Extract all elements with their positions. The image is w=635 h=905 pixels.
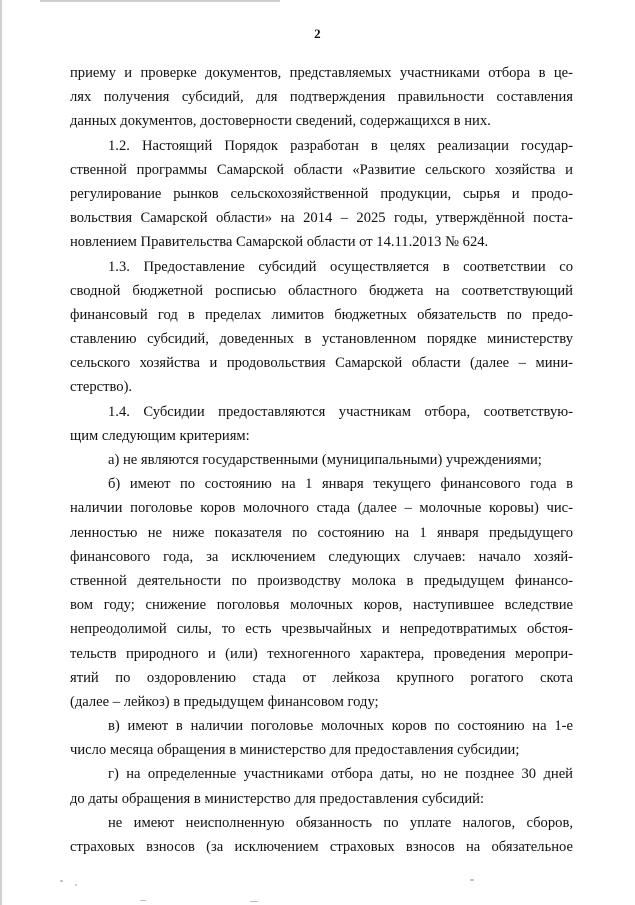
page-number: 2 bbox=[314, 26, 321, 41]
text-line: сводной бюджетной росписью областного бюджета на соответствующий bbox=[70, 282, 573, 299]
text-line: число месяца обращения в министерство для предоставления субсидии; bbox=[70, 742, 520, 759]
text-line: лях получения субсидий, для подтверждения правильности составления bbox=[70, 89, 573, 106]
text-line: регулирование рынков сельскохозяйственной продукции, сырья и продо- bbox=[70, 185, 573, 202]
text-line: ленностью не ниже показателя по состоянию на 1 января предыдущего bbox=[70, 524, 573, 541]
text-line: вом году; снижение поголовья молочных коров, наступившее вследствие bbox=[70, 597, 573, 614]
text-line: 1.4. Субсидии предоставляются участникам отбора, соответствую- bbox=[108, 403, 573, 420]
text-line: а) не являются государственными (муниципальными) учреждениями; bbox=[108, 452, 542, 468]
text-line: б) имеют по состоянию на 1 января текущего финансового года в bbox=[108, 476, 573, 493]
text-line: наличии поголовье коров молочного стада (далее – молочные коровы) чис- bbox=[70, 500, 573, 517]
text-line: в) имеют в наличии поголовье молочных коров по состоянию на 1-е bbox=[108, 718, 573, 735]
text-line: до даты обращения в министерство для предоставления субсидий: bbox=[70, 790, 485, 807]
text-line: г) на определенные участниками отбора даты, но не позднее 30 дней bbox=[108, 766, 573, 783]
text-line: новлением Правительства Самарской области от 14.11.2013 № 624. bbox=[70, 234, 489, 251]
text-line: сельского хозяйства и продовольствия Самарской области (далее – мини- bbox=[70, 355, 573, 372]
text-line: приему и проверке документов, представляемых участниками отбора в це- bbox=[70, 65, 573, 81]
scan-top-line bbox=[40, 0, 280, 2]
scan-artifact bbox=[75, 884, 77, 886]
text-line: 1.3. Предоставление субсидий осуществляется в соответствии со bbox=[108, 258, 573, 275]
text-line: не имеют неисполненную обязанность по уплате налогов, сборов, bbox=[108, 814, 573, 831]
text-line: 1.2. Настоящий Порядок разработан в целях реализации государ- bbox=[108, 137, 573, 154]
text-line: финансовый год в пределах лимитов бюджетных обязательств по предо- bbox=[70, 306, 573, 323]
text-line: стерство). bbox=[70, 379, 133, 396]
text-line: щим следующим критериям: bbox=[70, 427, 250, 444]
text-line: ственной деятельности по производству молока в предыдущем финансо- bbox=[70, 572, 573, 589]
text-line: ственной программы Самарской области «Развитие сельского хозяйства и bbox=[70, 161, 573, 178]
text-line: (далее – лейкоз) в предыдущем финансовом году; bbox=[70, 693, 379, 710]
scan-artifact bbox=[140, 900, 146, 901]
document-body bbox=[70, 61, 573, 859]
text-line: страховых взносов (за исключением страховых взносов на обязательное bbox=[70, 839, 573, 855]
scan-artifact bbox=[60, 880, 63, 882]
text-line: финансового года, за исключением следующих случаев: начало хозяй- bbox=[70, 548, 573, 565]
scan-artifact bbox=[250, 901, 258, 902]
text-line: вольствия Самарской области» на 2014 – 2025 годы, утверждённой поста- bbox=[70, 210, 573, 227]
text-line: тельств природного и (или) техногенного характера, проведения меропри- bbox=[70, 645, 573, 662]
text-line: данных документов, достоверности сведений, содержащихся в них. bbox=[70, 113, 491, 130]
scan-edge bbox=[0, 0, 2, 905]
scan-artifact bbox=[470, 879, 474, 881]
text-line: непреодолимой силы, то есть чрезвычайных и непредотвратимых обстоя- bbox=[70, 621, 573, 638]
text-line: ятий по оздоровлению стада от лейкоза крупного рогатого скота bbox=[70, 669, 573, 686]
text-line: ставлению субсидий, доведенных в установленном порядке министерству bbox=[70, 331, 573, 348]
